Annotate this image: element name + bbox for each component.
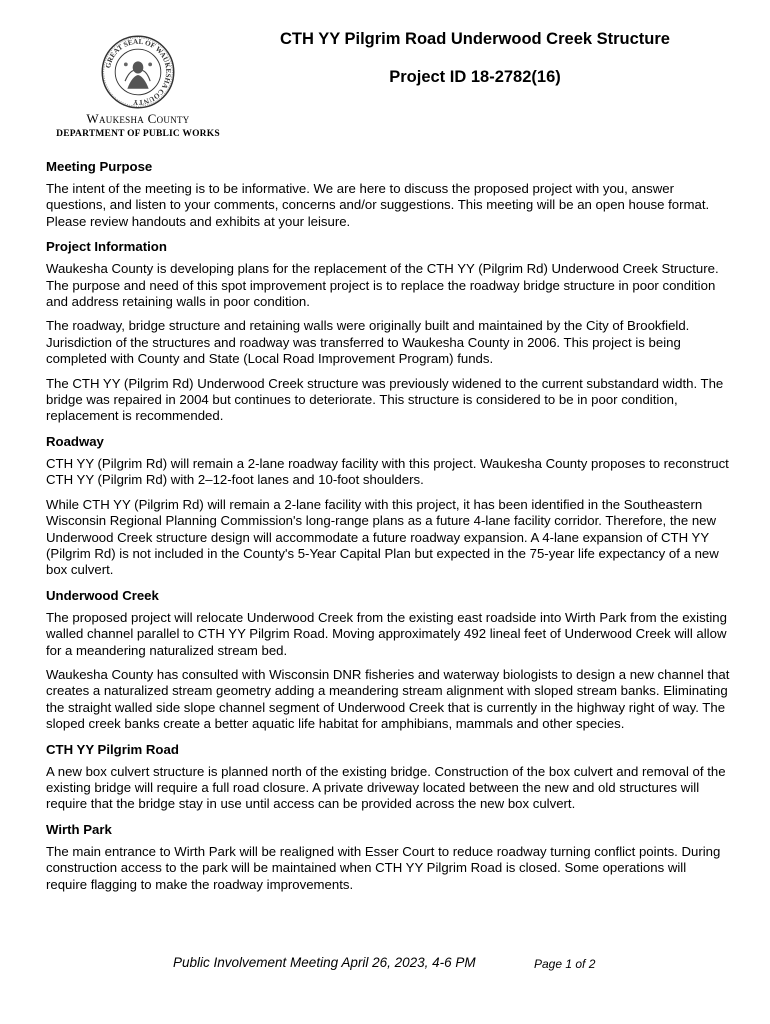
section-cth-yy-pilgrim-road <box>46 741 730 813</box>
section-heading: Wirth Park <box>46 821 112 837</box>
footer-meeting-info: Public Involvement Meeting April 26, 2023, 4-6 PM <box>173 955 476 970</box>
section-heading: Project Information <box>46 239 167 255</box>
section-project-information <box>46 238 730 425</box>
document-title: CTH YY Pilgrim Road Underwood Creek Structure <box>280 30 670 48</box>
paragraph: The roadway, bridge structure and retaining walls were originally built and maintained by the City of Brookfield. Jurisdiction of the structures and roadway was transferred to Waukesha County in 2006. This project is being completed with County and State (Local Road Improvement Program) funds. <box>46 318 690 367</box>
section-heading: Roadway <box>46 433 104 449</box>
section-wirth-park <box>46 821 730 893</box>
org-name: Waukesha County <box>86 111 190 126</box>
section-heading: CTH YY Pilgrim Road <box>46 741 179 757</box>
paragraph: Waukesha County has consulted with Wisconsin DNR fisheries and waterway biologists to design a new channel that creates a naturalized stream geometry adding a meandering stream alignment with sloped stream banks. Eliminating the straight walled side slope channel segment of Underwood Creek that is currently in the highway right of way. The sloped creek banks create a better aquatic life habitat for amphibians, mammals and other species. <box>46 666 730 732</box>
paragraph: Waukesha County is developing plans for the replacement of the CTH YY (Pilgrim Rd) Underwood Creek Structure. The purpose and need of this spot improvement project is to replace the roadway bridge structure in poor condition and address retaining walls in poor condition. <box>46 261 719 310</box>
paragraph: A new box culvert structure is planned north of the existing bridge. Construction of the box culvert and removal of the existing bridge will require a full road closure. A private driveway located between the new and old structures will require that the bridge stay in use until access can be provided across the new box culvert. <box>46 763 726 812</box>
section-roadway <box>46 433 730 579</box>
svg-text:GREAT SEAL OF WAUKESHA COUNTY: GREAT SEAL OF WAUKESHA COUNTY <box>104 37 173 107</box>
paragraph: While CTH YY (Pilgrim Rd) will remain a 2-lane facility with this project, it has been identified in the Southeastern Wisconsin Regional Planning Commission's long-range plans as a future 4-lane facility corridor. Therefore, the new Underwood Creek structure design will accommodate a future roadway expansion. A 4-lane expansion of CTH YY (Pilgrim Rd) is not included in the County's 5-Year Capital Plan but expected in the 75-year life expectancy of a new box culvert. <box>46 496 719 578</box>
project-id: Project ID 18-2782(16) <box>389 68 561 86</box>
section-heading: Underwood Creek <box>46 587 159 603</box>
footer-page-number: Page 1 of 2 <box>534 957 596 971</box>
county-seal-icon <box>100 34 176 110</box>
paragraph: CTH YY (Pilgrim Rd) will remain a 2-lane roadway facility with this project. Waukesha County proposes to reconstruct CTH YY (Pilgrim Rd) with 2–12-foot lanes and 10-foot shoulders. <box>46 455 729 488</box>
paragraph: The proposed project will relocate Underwood Creek from the existing east roadside into Wirth Park from the existing walled channel parallel to CTH YY Pilgrim Road. Moving approximately 492 lineal feet of Underwood Creek will allow for a meandering naturalized stream bed. <box>46 609 727 658</box>
section-heading: Meeting Purpose <box>46 159 153 174</box>
section-meeting-purpose <box>46 158 730 230</box>
paragraph: The CTH YY (Pilgrim Rd) Underwood Creek structure was previously widened to the current substandard width. The bridge was repaired in 2004 but continues to deteriorate. This structure is considered to be in poor condition, replacement is recommended. <box>46 375 724 424</box>
paragraph: The main entrance to Wirth Park will be realigned with Esser Court to reduce roadway turning conflict points. During construction access to the park will be maintained when CTH YY Pilgrim Road is closed. Some operations will require flagging to make the roadway improvements. <box>46 843 721 892</box>
paragraph: The intent of the meeting is to be informative. We are here to discuss the proposed project with you, answer questions, and listen to your comments, concerns and/or suggestions. This meeting will be an open house format. Please review handouts and exhibits at your leisure. <box>46 181 710 229</box>
org-department: DEPARTMENT OF PUBLIC WORKS <box>56 129 220 139</box>
section-underwood-creek <box>46 587 730 733</box>
document-body <box>46 158 730 901</box>
